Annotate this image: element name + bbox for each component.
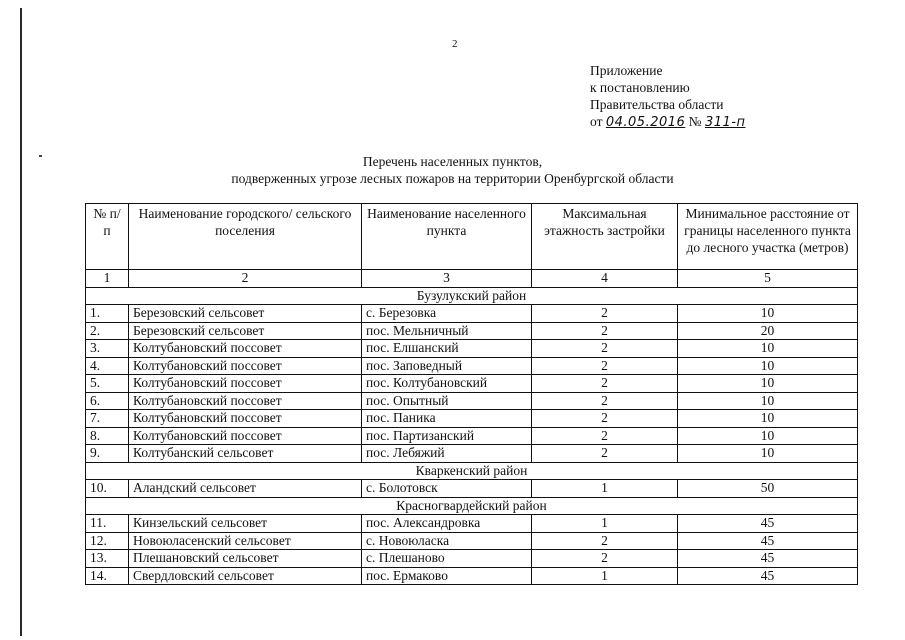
floors-cell: 2 [532, 340, 678, 358]
table-row [86, 410, 858, 428]
distance-cell: 10 [678, 305, 858, 323]
appendix-number-sign: № [688, 114, 702, 129]
row-num-cell: 10. [86, 480, 129, 498]
locality-cell: пос. Заповедный [362, 357, 532, 375]
locality-cell: пос. Елшанский [362, 340, 532, 358]
table-row [86, 532, 858, 550]
row-num-cell: 9. [86, 445, 129, 463]
settlement-cell: Березовский сельсовет [129, 322, 362, 340]
settlement-cell: Колтубанский сельсовет [129, 445, 362, 463]
distance-cell: 10 [678, 410, 858, 428]
settlement-cell: Свердловский сельсовет [129, 567, 362, 585]
distance-cell: 50 [678, 480, 858, 498]
region-name: Кваркенский район [86, 462, 858, 480]
distance-cell: 10 [678, 357, 858, 375]
region-row [86, 287, 858, 305]
column-number-cell: 2 [129, 270, 362, 288]
appendix-line-3: Правительства области [590, 97, 724, 112]
settlement-cell: Аландский сельсовет [129, 480, 362, 498]
floors-cell: 2 [532, 550, 678, 568]
settlement-cell: Плешановский сельсовет [129, 550, 362, 568]
scan-edge-line [20, 8, 22, 636]
table-row [86, 322, 858, 340]
distance-cell: 45 [678, 532, 858, 550]
appendix-from-prefix: от [590, 114, 603, 129]
settlement-cell: Колтубановский поссовет [129, 340, 362, 358]
column-number-cell: 3 [362, 270, 532, 288]
settlement-cell: Колтубановский поссовет [129, 410, 362, 428]
row-num-cell: 14. [86, 567, 129, 585]
distance-cell: 10 [678, 375, 858, 393]
appendix-number: 311-п [704, 115, 746, 130]
locality-cell: пос. Колтубановский [362, 375, 532, 393]
table-row [86, 515, 858, 533]
appendix-block [590, 62, 745, 131]
floors-cell: 2 [532, 427, 678, 445]
table-row [86, 357, 858, 375]
row-num-cell: 4. [86, 357, 129, 375]
settlement-cell: Кинзельский сельсовет [129, 515, 362, 533]
table-row [86, 427, 858, 445]
locality-cell: пос. Ермаково [362, 567, 532, 585]
locality-cell: пос. Паника [362, 410, 532, 428]
row-num-cell: 7. [86, 410, 129, 428]
appendix-date: 04.05.2016 [605, 115, 686, 130]
floors-cell: 2 [532, 410, 678, 428]
settlements-table [85, 203, 858, 585]
distance-cell: 10 [678, 445, 858, 463]
row-num-cell: 3. [86, 340, 129, 358]
header-distance: Минимальное расстояние от границы населенного пункта до лесного участка (метров) [678, 204, 858, 270]
settlement-cell: Колтубановский поссовет [129, 392, 362, 410]
floors-cell: 2 [532, 305, 678, 323]
floors-cell: 2 [532, 445, 678, 463]
document-title-line-1: Перечень населенных пунктов, [362, 154, 543, 169]
row-num-cell: 11. [86, 515, 129, 533]
column-number-cell: 1 [86, 270, 129, 288]
row-num-cell: 13. [86, 550, 129, 568]
table-row [86, 567, 858, 585]
distance-cell: 45 [678, 515, 858, 533]
header-settlement: Наименование городского/ сельского поселения [129, 204, 362, 270]
locality-cell: пос. Опытный [362, 392, 532, 410]
settlement-cell: Колтубановский поссовет [129, 427, 362, 445]
distance-cell: 10 [678, 427, 858, 445]
locality-cell: с. Болотовск [362, 480, 532, 498]
table-header-row [86, 204, 858, 270]
locality-cell: с. Новоюласка [362, 532, 532, 550]
column-number-row [86, 270, 858, 288]
header-floors: Максимальная этажность застройки [532, 204, 678, 270]
appendix-line-2: к постановлению [590, 80, 690, 95]
settlement-cell: Колтубановский поссовет [129, 375, 362, 393]
row-num-cell: 1. [86, 305, 129, 323]
floors-cell: 1 [532, 480, 678, 498]
region-name: Красногвардейский район [86, 497, 858, 515]
distance-cell: 10 [678, 340, 858, 358]
table-row [86, 550, 858, 568]
column-number-cell: 5 [678, 270, 858, 288]
distance-cell: 10 [678, 392, 858, 410]
floors-cell: 2 [532, 532, 678, 550]
floors-cell: 2 [532, 357, 678, 375]
locality-cell: пос. Александровка [362, 515, 532, 533]
settlement-cell: Колтубановский поссовет [129, 357, 362, 375]
column-number-cell: 4 [532, 270, 678, 288]
page-number: 2 [452, 38, 458, 50]
locality-cell: пос. Партизанский [362, 427, 532, 445]
table-row [86, 340, 858, 358]
locality-cell: с. Плешаново [362, 550, 532, 568]
appendix-line-1: Приложение [590, 63, 663, 78]
region-row [86, 497, 858, 515]
table-row [86, 375, 858, 393]
settlement-cell: Березовский сельсовет [129, 305, 362, 323]
distance-cell: 45 [678, 567, 858, 585]
header-locality: Наименование населенного пункта [362, 204, 532, 270]
floors-cell: 1 [532, 515, 678, 533]
table-row [86, 305, 858, 323]
floors-cell: 2 [532, 375, 678, 393]
table-row [86, 392, 858, 410]
header-num: № п/п [86, 204, 129, 270]
table-row [86, 480, 858, 498]
row-num-cell: 2. [86, 322, 129, 340]
floors-cell: 2 [532, 322, 678, 340]
locality-cell: пос. Мельничный [362, 322, 532, 340]
row-num-cell: 6. [86, 392, 129, 410]
floors-cell: 1 [532, 567, 678, 585]
region-row [86, 462, 858, 480]
settlement-cell: Новоюласенский сельсовет [129, 532, 362, 550]
row-num-cell: 8. [86, 427, 129, 445]
distance-cell: 45 [678, 550, 858, 568]
distance-cell: 20 [678, 322, 858, 340]
row-num-cell: 5. [86, 375, 129, 393]
appendix-date-line [590, 113, 745, 131]
table-body [86, 270, 858, 585]
row-num-cell: 12. [86, 532, 129, 550]
document-title-line-2: подверженных угрозе лесных пожаров на территории Оренбургской области [231, 171, 674, 186]
table-row [86, 445, 858, 463]
region-name: Бузулукский район [86, 287, 858, 305]
locality-cell: пос. Лебяжий [362, 445, 532, 463]
floors-cell: 2 [532, 392, 678, 410]
locality-cell: с. Березовка [362, 305, 532, 323]
